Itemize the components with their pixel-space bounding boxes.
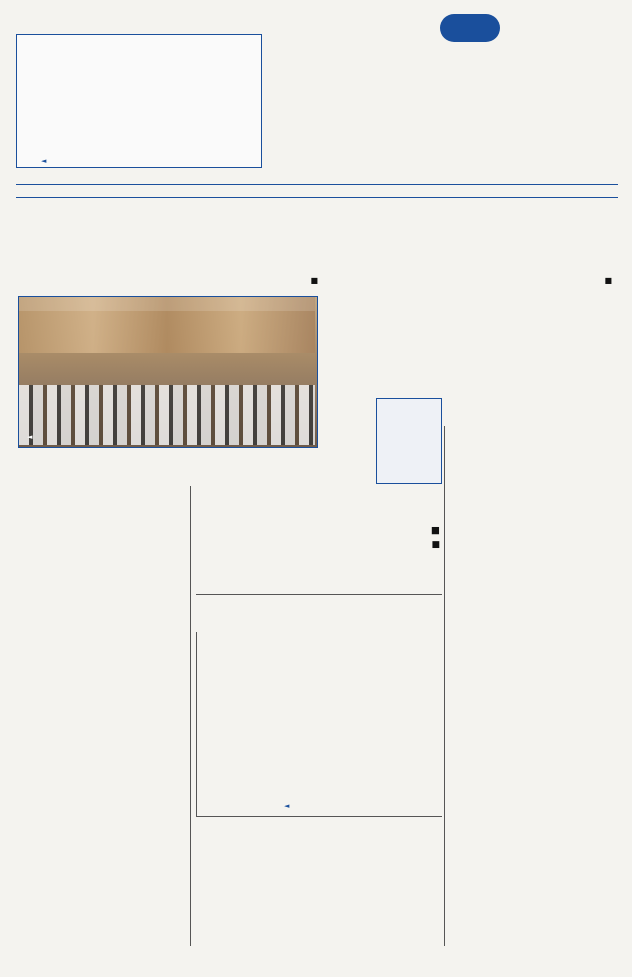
central-line2	[196, 540, 440, 550]
photo-crowd	[19, 385, 315, 445]
bullet-square-icon: ■	[604, 276, 612, 285]
lead-sub-left	[22, 276, 318, 285]
masthead-logo[interactable]	[312, 10, 602, 150]
bourse-text	[201, 658, 275, 808]
left-column-text-a	[104, 514, 188, 944]
top-teaser-box	[16, 34, 262, 168]
date-bar	[16, 184, 618, 198]
page-ref-badge[interactable]	[41, 157, 46, 165]
divider	[190, 486, 191, 946]
barrak-text-a	[534, 808, 614, 948]
arrow-left-icon: ◄	[27, 433, 33, 441]
right-story-4-text	[450, 736, 614, 764]
police-text-a	[362, 852, 440, 952]
arrow-left-icon: ◄	[41, 157, 47, 165]
right-story-2-text	[450, 658, 614, 720]
top-teaser-text-left	[23, 83, 133, 163]
bourse-box	[196, 632, 277, 816]
bullet-square-icon: ■	[310, 276, 318, 285]
police-text-b	[280, 852, 358, 952]
central-text-b	[196, 556, 316, 590]
central-text-a	[320, 556, 440, 590]
middle-page-ref[interactable]	[284, 802, 289, 810]
middle-text-a	[362, 632, 440, 802]
logo-small-badge	[440, 14, 500, 42]
divider	[444, 426, 445, 946]
right-story-0-text	[450, 440, 614, 530]
lead-text-col-1	[519, 292, 615, 422]
top-teaser-text-right	[143, 91, 255, 163]
bullet-square-icon: ■	[431, 525, 440, 536]
police-text-c	[196, 852, 276, 952]
arrow-left-icon: ◄	[284, 802, 290, 810]
left-column-text-b	[18, 514, 102, 944]
photo-kicker-bar	[19, 297, 315, 311]
lead-sub-right	[322, 276, 612, 285]
middle-text-b	[280, 632, 358, 802]
bullet-square-icon: ■	[431, 540, 440, 550]
central-line1	[196, 525, 440, 536]
divider	[196, 594, 442, 595]
barrak-text-b	[450, 808, 530, 948]
qalu-box	[376, 398, 442, 484]
photo-page-ref[interactable]	[27, 433, 32, 441]
feature-photo[interactable]	[18, 296, 318, 448]
right-story-1-text-a	[534, 542, 614, 642]
divider	[196, 816, 442, 817]
right-story-1-text-b	[450, 542, 530, 642]
